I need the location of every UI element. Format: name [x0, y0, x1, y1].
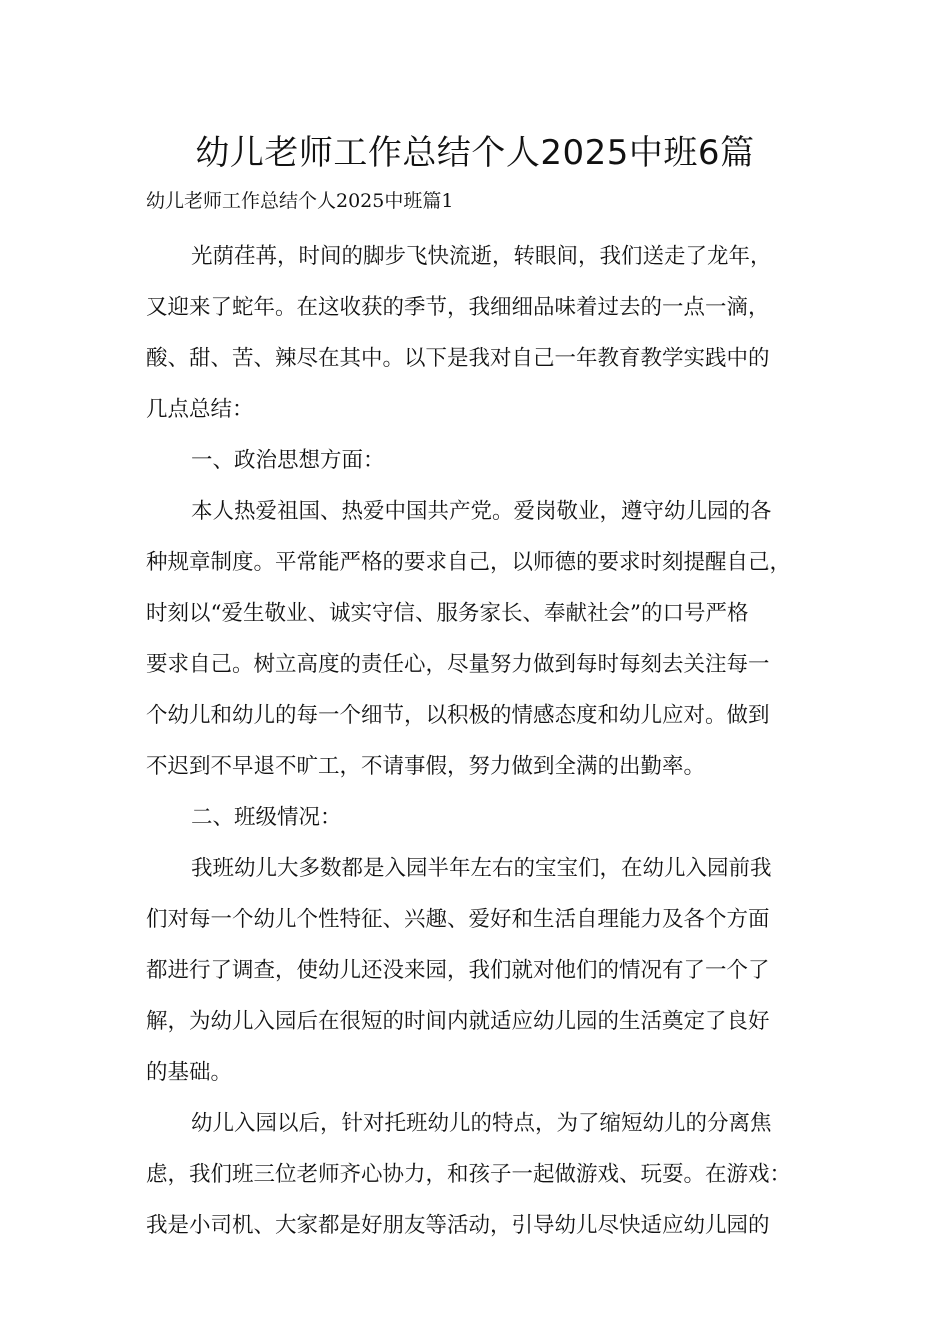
document-body [146, 231, 816, 1251]
text-line: 酸、甜、苦、辣尽在其中。以下是我对自己一年教育教学实践中的 [146, 346, 770, 371]
text-line: 解，为幼儿入园后在很短的时间内就适应幼儿园的生活奠定了良好 [146, 1009, 770, 1034]
text-line: 又迎来了蛇年。在这收获的季节，我细细品味着过去的一点一滴， [146, 295, 770, 320]
text-line: 都进行了调查，使幼儿还没来园，我们就对他们的情况有了一个了 [146, 958, 770, 983]
text-line: 的基础。 [146, 1060, 233, 1085]
text-line: 幼儿入园以后，针对托班幼儿的特点，为了缩短幼儿的分离焦 [191, 1111, 772, 1136]
text-line: 一、政治思想方面： [191, 448, 385, 473]
text-line: 二、班级情况： [191, 805, 342, 830]
text-line: 不迟到不早退不旷工，不请事假，努力做到全满的出勤率。 [146, 754, 706, 779]
document-title: 幼儿老师工作总结个人2025中班6篇 [195, 133, 755, 173]
text-line: 我是小司机、大家都是好朋友等活动，引导幼儿尽快适应幼儿园的 [146, 1213, 770, 1238]
text-line: 本人热爱祖国、热爱中国共产党。爱岗敬业，遵守幼儿园的各 [191, 499, 772, 524]
text-line: 光荫荏苒，时间的脚步飞快流逝，转眼间，我们送走了龙年， [191, 244, 772, 269]
paragraph-heading-class [146, 792, 816, 843]
text-line: 们对每一个幼儿个性特征、兴趣、爱好和生活自理能力及各个方面 [146, 907, 770, 932]
text-line: 时刻以“爱生敬业、诚实守信、服务家长、奉献社会”的口号严格 [146, 601, 749, 626]
section-heading: 幼儿老师工作总结个人2025中班篇1 [146, 190, 454, 212]
paragraph-class [146, 843, 816, 1098]
paragraph-heading-politics [146, 435, 816, 486]
paragraph-entry [146, 1098, 816, 1251]
text-line: 个幼儿和幼儿的每一个细节，以积极的情感态度和幼儿应对。做到 [146, 703, 770, 728]
text-line: 我班幼儿大多数都是入园半年左右的宝宝们，在幼儿入园前我 [191, 856, 772, 881]
paragraph-intro [146, 231, 816, 435]
text-line: 几点总结： [146, 397, 254, 422]
text-line: 种规章制度。平常能严格的要求自己，以师德的要求时刻提醒自己， [146, 550, 792, 575]
text-line: 要求自己。树立高度的责任心，尽量努力做到每时每刻去关注每一 [146, 652, 770, 677]
paragraph-politics [146, 486, 816, 792]
text-line: 虑，我们班三位老师齐心协力，和孩子一起做游戏、玩耍。在游戏： [146, 1162, 792, 1187]
